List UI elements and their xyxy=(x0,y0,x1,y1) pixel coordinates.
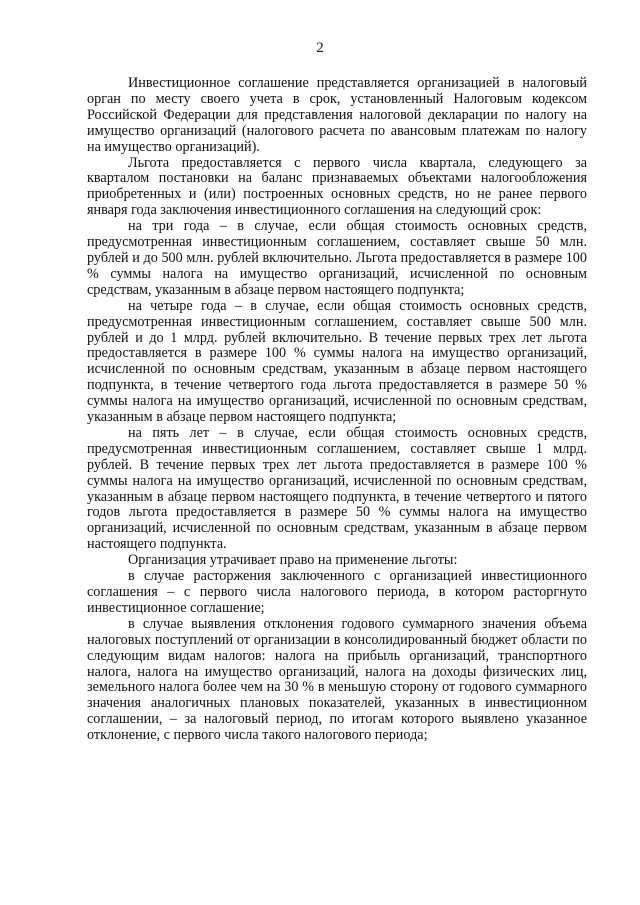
page-number: 2 xyxy=(316,40,324,56)
paragraph-termination: в случае расторжения заключенного с организацией инвестиционного соглашения – с первого числа налогового периода, в котором расторгнуто инвестиционное соглашение; xyxy=(87,568,587,616)
paragraph-three-years: на три года – в случае, если общая стоимость основных средств, предусмотренная инвестиционным соглашением, составляет свыше 50 млн. рублей и до 500 млн. рублей включительно. Льгота предоставляется в размере 100 % суммы налога на имущество организаций, исчисленной по основным средствам, указанным в абзаце первом настоящего подпункта; xyxy=(87,218,587,298)
paragraph-four-years: на четыре года – в случае, если общая стоимость основных средств, предусмотренная инвестиционным соглашением, составляет свыше 500 млн. рублей и до 1 млрд. рублей включительно. В течение первых трех лет льгота предоставляется в размере 100 % суммы налога на имущество организаций, исчисленной по основным средствам, указанным в абзаце первом настоящего подпункта, в течение четвертого года льгота предоставляется в размере 50 % суммы налога на имущество организаций, исчисленной по основным средствам, указанным в абзаце первом настоящего подпункта; xyxy=(87,297,587,426)
paragraph-deviation: в случае выявления отклонения годового суммарного значения объема налоговых поступлений от организации в консолидированный бюджет области по следующим видам налогов: налога на прибыль организаций, транспортного налога, налога на имущество организаций, налога на доходы физических лиц, земельного налога более чем на 30 % в меньшую сторону от годового суммарного значения аналогичных плановых показателей, указанных в инвестиционном соглашении, – за налоговый период, по итогам которого выявлено указанное отклонение, с первого числа такого налогового периода; xyxy=(87,615,587,744)
paragraph-benefit-start: Льгота предоставляется с первого числа квартала, следующего за кварталом постановки на баланс признаваемых объектами налогообложения приобретенных и (или) построенных основных средств, но не ранее первого января года заключения инвестиционного соглашения на следующий срок: xyxy=(87,154,587,219)
paragraph-five-years: на пять лет – в случае, если общая стоимость основных средств, предусмотренная инвестиционным соглашением, составляет свыше 1 млрд. рублей. В течение первых трех лет льгота предоставляется в размере 100 % суммы налога на имущество организаций, исчисленной по основным средствам, указанным в абзаце первом настоящего подпункта, в течение четвертого и пятого годов льгота предоставляется в размере 50 % суммы налога на имущество организаций, исчисленной по основным средствам, указанным в абзаце первом настоящего подпункта. xyxy=(87,424,587,553)
paragraph-loss-of-right: Организация утрачивает право на применение льготы: xyxy=(128,552,458,569)
paragraph-submission: Инвестиционное соглашение представляется организацией в налоговый орган по месту своего учета в срок, установленный Налоговым кодексом Российской Федерации для представления налоговой декларации по налогу на имущество организаций (налогового расчета по авансовым платежам по налогу на имущество организаций). xyxy=(87,75,587,155)
document-body xyxy=(87,76,587,744)
